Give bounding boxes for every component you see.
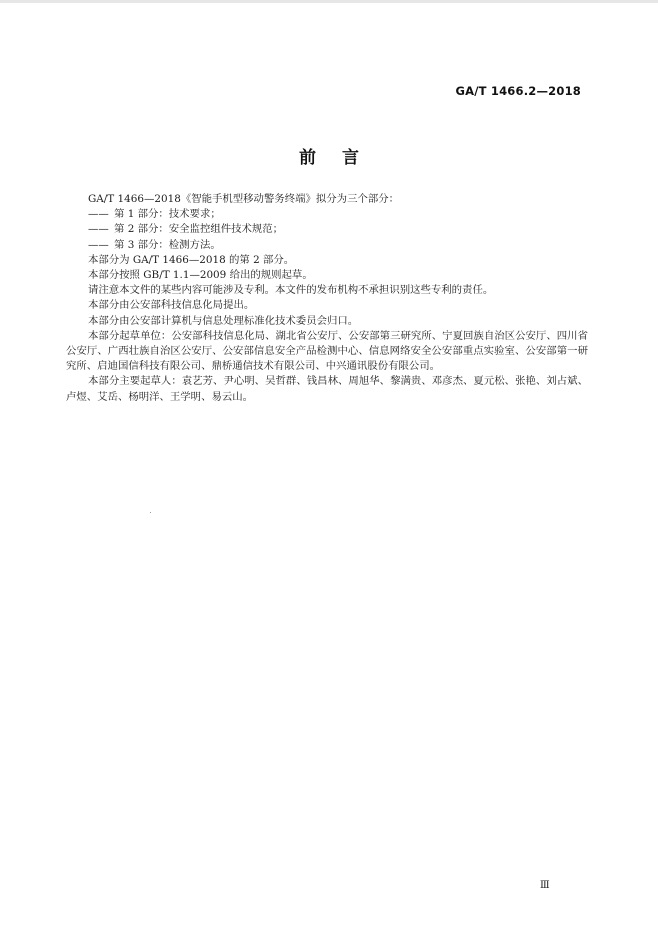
list-dash: —— — [88, 208, 109, 221]
list-item-part2 — [66, 222, 588, 237]
list-item-text: 第 1 部分：技术要求； — [114, 208, 221, 221]
top-border — [0, 0, 658, 3]
centralized-by-paragraph: 本部分由公安部计算机与信息处理标准化技术委员会归口。 — [88, 314, 359, 327]
drafting-units-paragraph: 本部分起草单位：公安部科技信息化局、湖北省公安厅、公安部第三研究所、宁夏回族自治区公安厅、四川省公安厅、广西壮族自治区公安厅、公安部信息安全产品检测中心、信息网络安全公安部重点实验室、公安部第一研究所、启迪国信科技有限公司、鼎桥通信技术有限公司、中兴通讯股份有限公司。 — [66, 329, 588, 373]
this-part-paragraph: 本部分为 GA/T 1466—2018 的第 2 部分。 — [88, 253, 295, 266]
standard-number: GA/T 1466.2—2018 — [455, 84, 581, 98]
list-item-part1 — [66, 207, 588, 222]
foreword-body — [66, 192, 588, 405]
page-title: 前言 — [299, 148, 385, 168]
scan-speck — [150, 512, 151, 513]
proposed-by-paragraph: 本部分由公安部科技信息化局提出。 — [88, 299, 255, 312]
list-dash: —— — [88, 238, 109, 251]
drafting-rules-paragraph: 本部分按照 GB/T 1.1—2009 给出的规则起草。 — [88, 269, 313, 282]
list-item-part3 — [66, 238, 588, 253]
list-item-text: 第 3 部分：检测方法。 — [114, 238, 221, 251]
intro-paragraph: GA/T 1466—2018《智能手机型移动警务终端》拟分为三个部分： — [88, 193, 400, 205]
drafters-paragraph: 本部分主要起草人：袁艺芳、尹心明、吴哲群、钱昌林、周旭华、黎满贵、邓彦杰、夏元松、张艳、刘占斌、卢煜、艾岳、杨明洋、王学明、易云山。 — [66, 375, 588, 403]
patent-notice-paragraph: 请注意本文件的某些内容可能涉及专利。本文件的发布机构不承担识别这些专利的责任。 — [88, 284, 494, 297]
list-item-text: 第 2 部分：安全监控组件技术规范； — [114, 223, 284, 236]
page-number: Ⅲ — [540, 880, 549, 891]
list-dash: —— — [88, 223, 109, 236]
